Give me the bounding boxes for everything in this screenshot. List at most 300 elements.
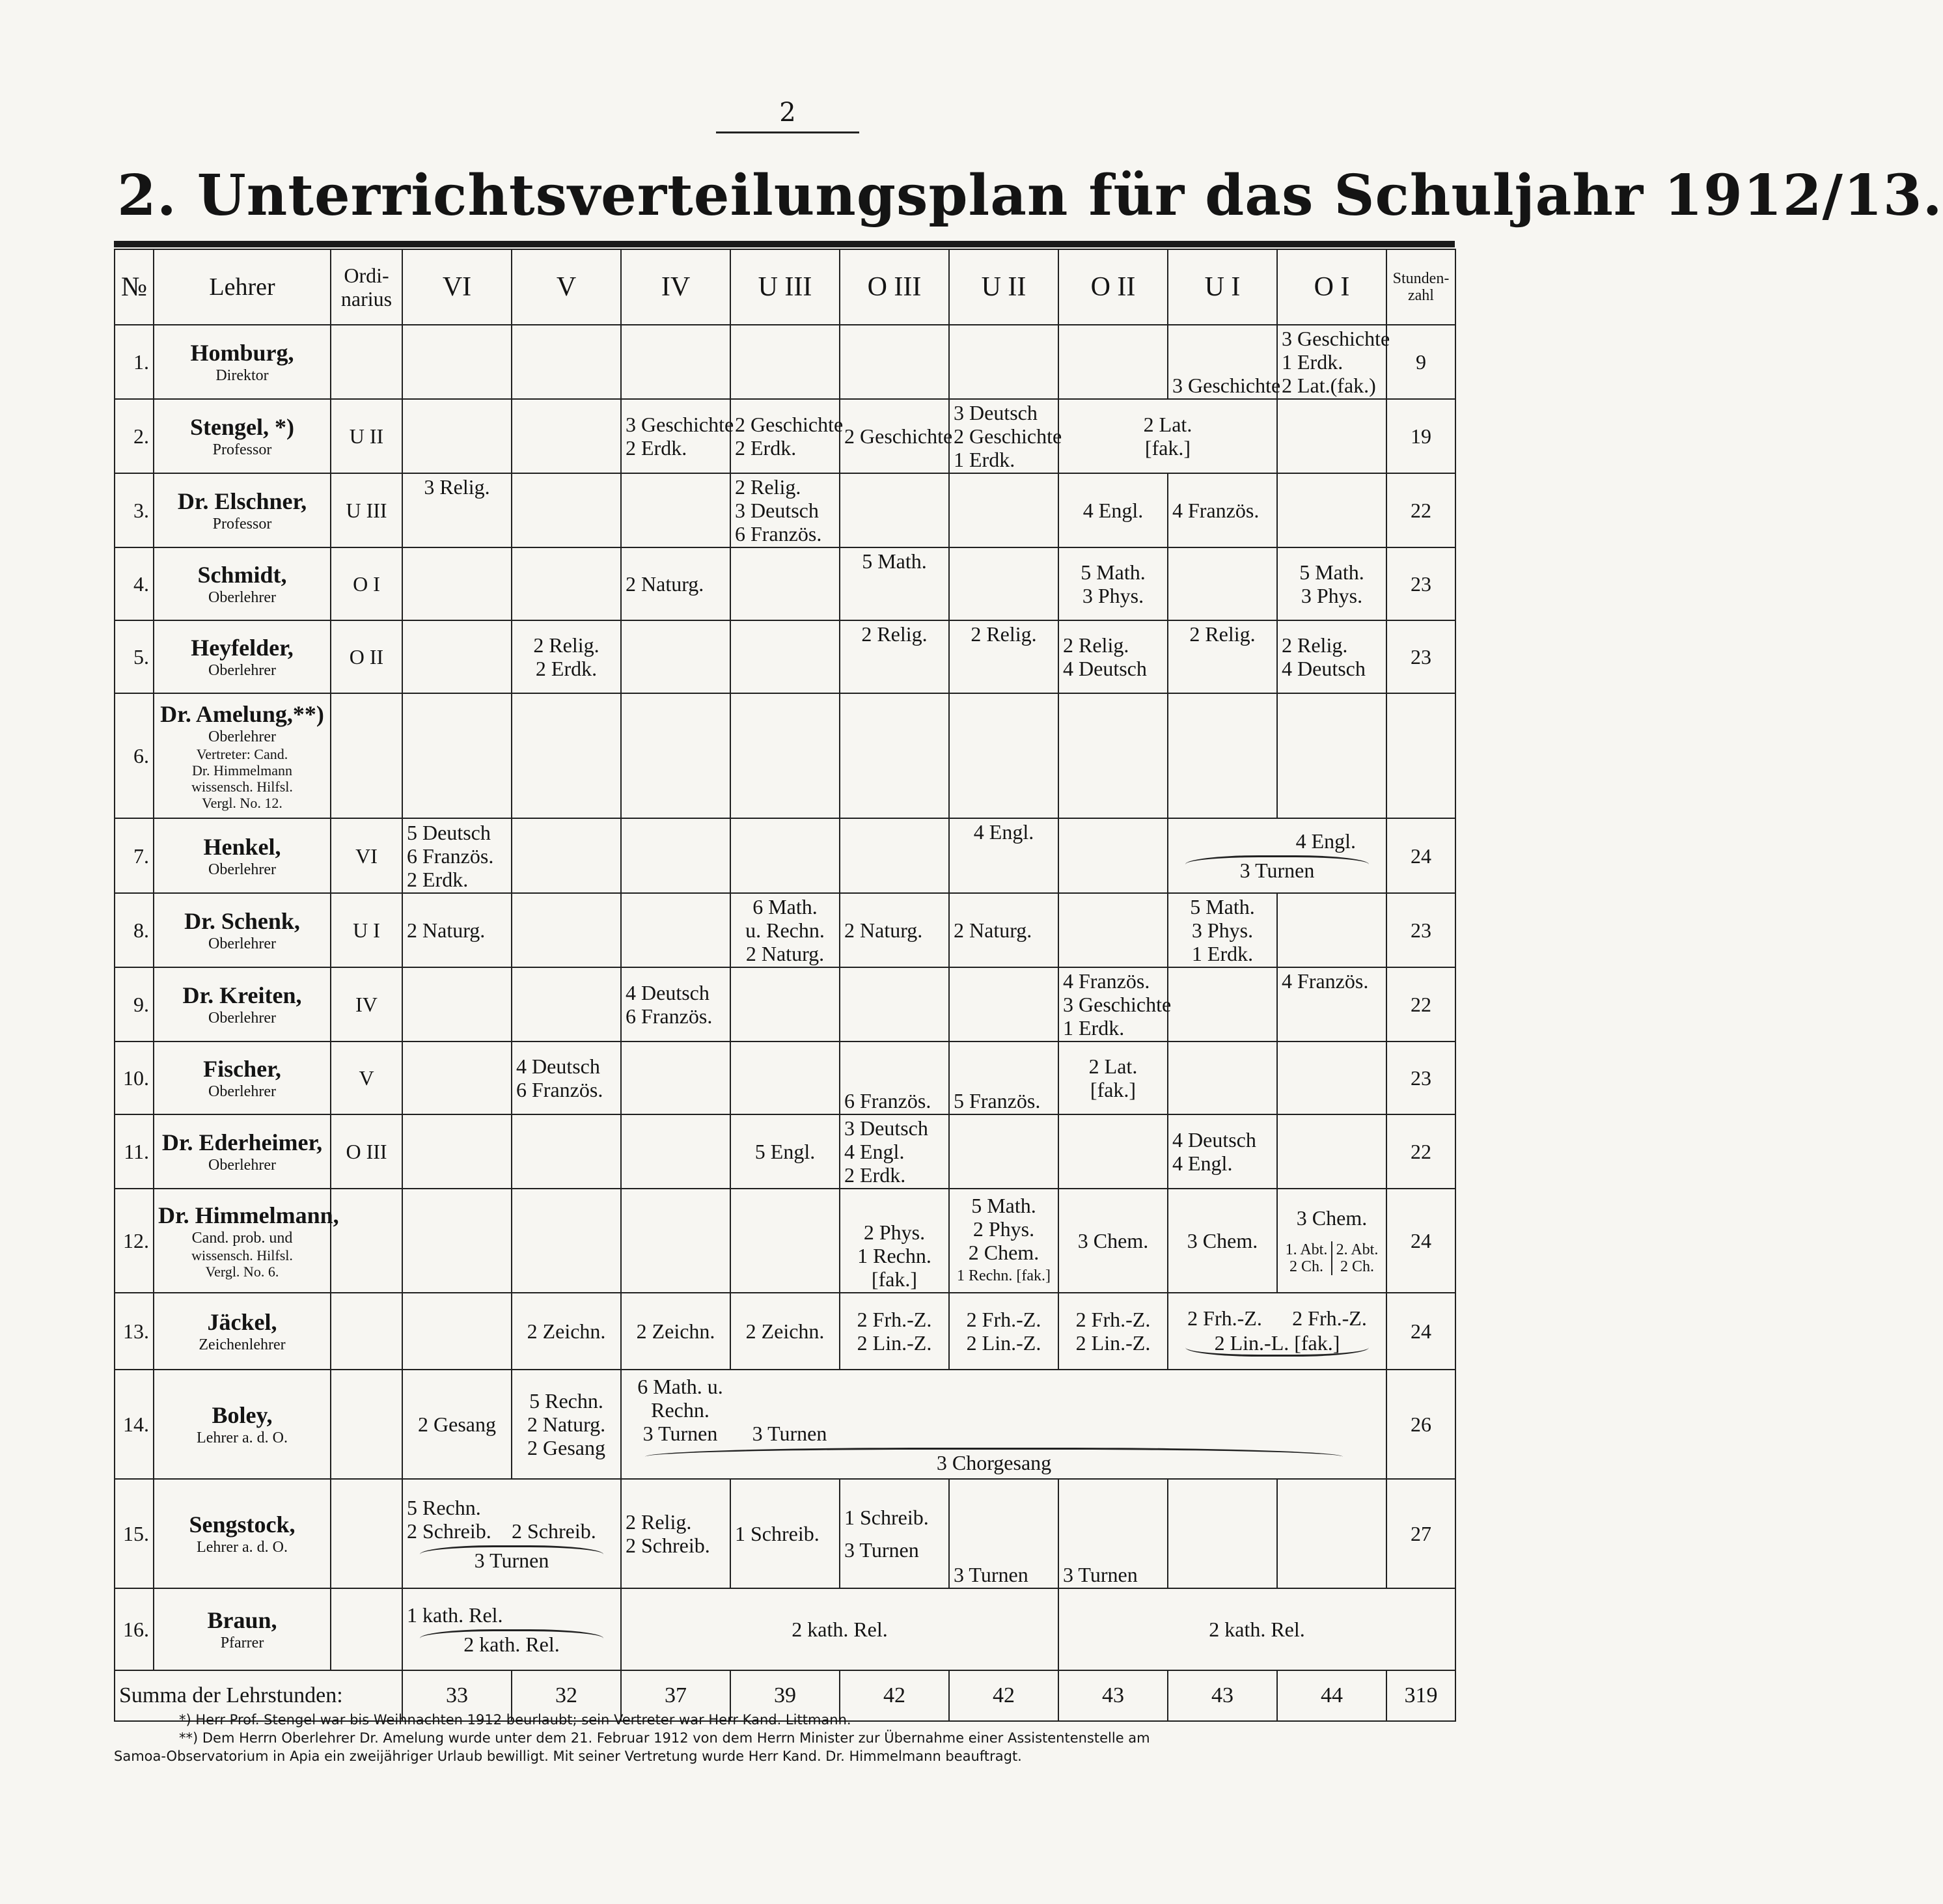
lesson: 6 Math. xyxy=(752,895,818,918)
row-total: 27 xyxy=(1386,1479,1455,1588)
cell-iv xyxy=(621,1189,730,1293)
lesson: 3 Chem. xyxy=(1077,1229,1149,1252)
ordinarius-cell: O I xyxy=(331,547,402,620)
cell-iv xyxy=(621,967,730,1042)
cell-uiii xyxy=(730,1042,840,1114)
cell-uii xyxy=(949,818,1058,893)
title-rule xyxy=(114,241,1455,247)
row-total: 22 xyxy=(1386,473,1455,547)
summe-label: Summa der Lehrstunden: xyxy=(115,1670,402,1721)
cell-uiii xyxy=(730,1114,840,1189)
row-number: 5. xyxy=(115,620,154,693)
lesson: 5 Math. xyxy=(1190,895,1255,918)
lesson: 4 Französ. xyxy=(1063,969,1150,993)
ordinarius-cell: U III xyxy=(331,473,402,547)
row-number: 10. xyxy=(115,1042,154,1114)
lesson: 2 Zeichn. xyxy=(527,1319,606,1343)
table-row xyxy=(115,399,1455,473)
lesson: 2 Relig. xyxy=(626,1510,692,1534)
cell-ui xyxy=(1168,967,1277,1042)
footnotes xyxy=(114,1711,1455,1765)
lesson: 2 Frh.-Z. xyxy=(966,1308,1041,1331)
cell-v xyxy=(512,325,621,399)
cell-uii xyxy=(949,325,1058,399)
cell-oiii xyxy=(840,473,949,547)
teacher-cell xyxy=(154,1370,331,1479)
lesson: 2 Erdk. xyxy=(407,867,469,891)
lesson: 5 Math. xyxy=(1081,560,1146,584)
summe-value-uii: 42 xyxy=(949,1670,1058,1721)
header-class-iv: IV xyxy=(621,249,730,325)
cell-oiii xyxy=(840,620,949,693)
cell-ui xyxy=(1168,325,1281,399)
teacher-role: Professor xyxy=(212,516,272,532)
row-total: 23 xyxy=(1386,547,1455,620)
lesson: 3 Phys. xyxy=(1301,584,1363,607)
row-number: 11. xyxy=(115,1114,154,1189)
cell-oii xyxy=(1058,473,1168,547)
lesson: 3 Geschichte xyxy=(1063,993,1172,1016)
shared-lesson-brace: 2 Lin.-L. [fak.] xyxy=(1185,1330,1369,1357)
table-row xyxy=(115,693,1455,818)
footnote-1: *) Herr Prof. Stengel war bis Weihnachten 1912 beurlaubt; sein Vertreter war Herr Kand. Littmann. xyxy=(179,1712,851,1728)
teacher-note: wissensch. Hilfsl. xyxy=(191,1247,293,1263)
lesson: 1 Erdk. xyxy=(1282,350,1344,374)
teacher-note: wissensch. Hilfsl. xyxy=(191,779,293,795)
cell-uii xyxy=(949,967,1058,1042)
lesson: 4 Deutsch xyxy=(1172,1128,1256,1152)
cell-oii xyxy=(1058,325,1168,399)
lesson: 3 Relig. xyxy=(424,475,490,499)
header-stundenzahl-1: Stunden- xyxy=(1392,270,1450,287)
lesson: 3 Geschichte xyxy=(1282,327,1390,350)
cell-oiii xyxy=(840,1042,949,1114)
cell-ui xyxy=(1168,1189,1277,1293)
teacher-name: Heyfelder, xyxy=(191,635,294,661)
teacher-note: Vertreter: Cand. xyxy=(196,746,288,762)
cell-v xyxy=(512,693,621,818)
table-row xyxy=(115,325,1455,399)
teacher-name: Dr. Schenk, xyxy=(184,908,300,934)
teacher-cell xyxy=(154,1293,331,1370)
lesson: 3 Chem. xyxy=(1296,1206,1368,1230)
teacher-cell xyxy=(154,818,331,893)
lesson: 2 Zeichn. xyxy=(745,1319,825,1343)
cell-v xyxy=(512,1042,621,1114)
header-class-oiii: O III xyxy=(840,249,949,325)
cell-iv xyxy=(621,893,730,967)
lesson: 2 Naturg. xyxy=(626,572,704,596)
teacher-cell xyxy=(154,399,331,473)
teacher-role: Lehrer a. d. O. xyxy=(197,1539,288,1556)
teacher-name: Braun, xyxy=(207,1607,277,1633)
table-row xyxy=(115,1293,1455,1370)
lesson: 3 Chem. xyxy=(1187,1229,1258,1252)
cell-iv xyxy=(621,1479,730,1588)
header-class-ui: U I xyxy=(1168,249,1277,325)
lesson: 1 Erdk. xyxy=(1063,1016,1125,1040)
teacher-name: Dr. Himmelmann, xyxy=(158,1202,339,1228)
lesson: 2 Chem. xyxy=(968,1241,1040,1264)
cell-vi xyxy=(402,1114,512,1189)
cell-uii-oi xyxy=(1058,1588,1455,1670)
cell-ui-oi xyxy=(1168,1293,1386,1370)
teacher-name: Fischer, xyxy=(203,1056,281,1082)
cell-uii xyxy=(949,1479,1058,1588)
lesson: 5 Math. xyxy=(971,1194,1036,1217)
lesson: 4 Deutsch xyxy=(1282,657,1366,680)
teacher-cell xyxy=(154,1042,331,1114)
teacher-cell xyxy=(154,967,331,1042)
row-number: 16. xyxy=(115,1588,154,1670)
row-number: 14. xyxy=(115,1370,154,1479)
summe-value-oi: 44 xyxy=(1277,1670,1386,1721)
row-total: 24 xyxy=(1386,1293,1455,1370)
split-abteilung-row xyxy=(1282,1241,1382,1258)
cell-vi xyxy=(402,620,512,693)
cell-oii xyxy=(1058,1293,1168,1370)
summe-total: 319 xyxy=(1386,1670,1455,1721)
cell-v xyxy=(512,967,621,1042)
cell-uiii xyxy=(730,1293,840,1370)
cell-vi xyxy=(402,967,512,1042)
summe-value-v: 32 xyxy=(512,1670,621,1721)
cell-vi xyxy=(402,693,512,818)
row-total: 26 xyxy=(1386,1370,1455,1479)
lesson: 6 Math. u. xyxy=(637,1374,723,1398)
lesson: 2 Geschichte xyxy=(735,413,844,436)
row-total: 23 xyxy=(1386,620,1455,693)
lesson: 2 Lat. xyxy=(1143,413,1192,436)
teacher-cell xyxy=(154,1588,331,1670)
lesson: 2 Gesang xyxy=(527,1436,605,1459)
teacher-cell xyxy=(154,473,331,547)
cell-iv xyxy=(621,399,734,473)
cell-uiii xyxy=(730,325,840,399)
lesson: 2 Naturg. xyxy=(954,918,1032,942)
cell-iv xyxy=(621,547,730,620)
row-number: 13. xyxy=(115,1293,154,1370)
header-class-oii: O II xyxy=(1058,249,1168,325)
ordinarius-cell xyxy=(331,693,402,818)
teacher-name: Dr. Ederheimer, xyxy=(161,1129,323,1155)
cell-vi xyxy=(402,1189,512,1293)
cell-oii xyxy=(1058,893,1168,967)
teacher-cell xyxy=(154,893,331,967)
teacher-name: Dr. Amelung,**) xyxy=(160,701,324,727)
summe-value-oiii: 42 xyxy=(840,1670,949,1721)
row-number: 6. xyxy=(115,693,154,818)
teacher-cell xyxy=(154,620,331,693)
lesson-group-uiii xyxy=(735,1422,844,1445)
teacher-role: Oberlehrer xyxy=(208,728,276,745)
lesson: 1 Erdk. xyxy=(1191,942,1254,965)
schedule-table xyxy=(114,249,1456,1722)
cell-v xyxy=(512,1293,621,1370)
schedule-table-wrapper xyxy=(114,249,1455,1722)
split-label: 2. Abt. xyxy=(1331,1241,1382,1258)
lesson: 4 Engl. xyxy=(1295,829,1356,853)
cell-uii xyxy=(949,620,1058,693)
cell-iv xyxy=(621,325,730,399)
lesson-group-vi xyxy=(407,1496,512,1543)
shared-lesson-brace: 3 Chorgesang xyxy=(645,1448,1343,1474)
cell-v xyxy=(512,1370,621,1479)
lesson: u. Rechn. xyxy=(745,918,825,942)
cell-v xyxy=(512,473,621,547)
lesson: 5 Engl. xyxy=(754,1140,816,1163)
teacher-role: Cand. prob. und xyxy=(191,1230,293,1247)
cell-ui xyxy=(1168,1042,1277,1114)
lesson: 1 Schreib. xyxy=(844,1506,929,1529)
cell-vi-v xyxy=(402,1588,621,1670)
cell-oi xyxy=(1277,893,1386,967)
cell-vi xyxy=(402,547,512,620)
cell-oiii xyxy=(840,1293,949,1370)
cell-iv xyxy=(621,1114,730,1189)
row-total: 23 xyxy=(1386,1042,1455,1114)
vi-v-lessons xyxy=(407,1496,616,1543)
ordinarius-cell: V xyxy=(331,1042,402,1114)
lesson: 2 Frh.-Z. xyxy=(1187,1306,1262,1330)
lesson: 1 Erdk. xyxy=(954,448,1015,471)
shared-lesson-brace: 3 Turnen xyxy=(420,1545,603,1572)
lesson: 2 Erdk. xyxy=(535,657,598,680)
teacher-name: Sengstock, xyxy=(189,1511,296,1538)
cell-uiii xyxy=(730,399,844,473)
teacher-role: Oberlehrer xyxy=(208,662,276,679)
shared-lesson-brace: 3 Turnen xyxy=(1185,855,1369,882)
cell-ui xyxy=(1168,1114,1277,1189)
teacher-cell xyxy=(154,1189,339,1293)
cell-oiii xyxy=(840,967,949,1042)
lesson: 2 Zeichn. xyxy=(636,1319,715,1343)
summe-value-vi: 33 xyxy=(402,1670,512,1721)
cell-v xyxy=(512,620,621,693)
row-number: 4. xyxy=(115,547,154,620)
cell-vi xyxy=(402,893,512,967)
row-number: 15. xyxy=(115,1479,154,1588)
teacher-role: Oberlehrer xyxy=(208,935,276,952)
lesson: 2 Phys. xyxy=(863,1221,926,1244)
teacher-role: Pfarrer xyxy=(220,1635,264,1651)
table-row xyxy=(115,547,1455,620)
cell-oi xyxy=(1277,399,1386,473)
cell-uii xyxy=(949,693,1058,818)
summe-value-uiii: 39 xyxy=(730,1670,840,1721)
lesson: 3 Turnen xyxy=(752,1421,827,1445)
cell-oiii xyxy=(840,1479,949,1588)
row-number: 3. xyxy=(115,473,154,547)
cell-oii xyxy=(1058,1114,1168,1189)
header-ordinarius-2: narius xyxy=(340,287,393,310)
table-row xyxy=(115,1189,1455,1293)
lesson: 2 Geschichte xyxy=(844,424,953,448)
lesson: 3 Deutsch xyxy=(954,401,1038,424)
teacher-role: Oberlehrer xyxy=(208,1157,276,1174)
lesson: 3 Phys. xyxy=(1191,918,1254,942)
cell-oii xyxy=(1058,1042,1168,1114)
header-stundenzahl xyxy=(1386,249,1455,325)
lesson: 6 Französ. xyxy=(735,522,822,545)
cell-vi xyxy=(402,818,512,893)
cell-oi xyxy=(1277,1479,1386,1588)
header-ordinarius xyxy=(331,249,402,325)
cell-v xyxy=(512,399,621,473)
split-value: 2 Ch. xyxy=(1331,1258,1382,1275)
lesson: 4 Deutsch xyxy=(1063,657,1147,680)
table-row xyxy=(115,1370,1455,1479)
teacher-note: Vergl. No. 6. xyxy=(205,1263,279,1280)
header-class-uii: U II xyxy=(949,249,1058,325)
lesson: 3 Phys. xyxy=(1082,584,1144,607)
lesson: 2 Frh.-Z. xyxy=(1075,1308,1151,1331)
page-title: 2. Unterrichtsverteilungsplan für das Schuljahr 1912/13. xyxy=(117,163,1943,228)
teacher-cell xyxy=(154,1114,331,1189)
lesson-group-v xyxy=(512,1519,616,1543)
cell-oii xyxy=(1058,547,1168,620)
cell-ui xyxy=(1168,693,1277,818)
cell-oi xyxy=(1277,620,1386,693)
cell-ui-oi xyxy=(1168,818,1386,893)
lesson: 4 Deutsch xyxy=(626,981,710,1004)
lesson: 3 Deutsch xyxy=(844,1116,928,1140)
cell-vi xyxy=(402,399,512,473)
lesson: 2 Relig. xyxy=(1063,633,1129,657)
teacher-role: Zeichenlehrer xyxy=(199,1336,286,1353)
header-class-vi: VI xyxy=(402,249,512,325)
cell-oiii xyxy=(840,818,949,893)
cell-iv-oiii xyxy=(621,1588,1058,1670)
lesson: 2 Erdk. xyxy=(844,1163,906,1187)
cell-oi xyxy=(1277,693,1386,818)
summe-value-oii: 43 xyxy=(1058,1670,1168,1721)
table-row xyxy=(115,1588,1455,1670)
lesson: 5 Math. xyxy=(862,549,927,573)
lesson: 4 Engl. xyxy=(1082,499,1144,522)
teacher-name: Jäckel, xyxy=(207,1309,277,1335)
ordinarius-cell: IV xyxy=(331,967,402,1042)
lesson: 2 Lat. xyxy=(1088,1055,1138,1078)
cell-oi xyxy=(1277,1042,1386,1114)
lesson: 6 Französ. xyxy=(626,1004,713,1028)
lesson: 5 Deutsch xyxy=(407,820,491,844)
lesson: 6 Französ. xyxy=(516,1078,603,1101)
table-row xyxy=(115,620,1455,693)
lesson: 5 Rechn. xyxy=(407,1495,481,1519)
ordinarius-cell xyxy=(331,325,402,399)
lesson: 2 Frh.-Z. xyxy=(857,1308,932,1331)
lesson: 6 Französ. xyxy=(844,1089,931,1112)
cell-uii xyxy=(949,1042,1058,1114)
teacher-role: Oberlehrer xyxy=(208,1083,276,1100)
header-lehrer: Lehrer xyxy=(154,249,331,325)
cell-v xyxy=(512,1189,621,1293)
lesson: 4 Französ. xyxy=(1282,969,1369,993)
lesson: 2 Relig. xyxy=(735,475,801,499)
header-class-uiii: U III xyxy=(730,249,840,325)
teacher-name: Henkel, xyxy=(203,833,281,860)
row-number: 1. xyxy=(115,325,154,399)
cell-uii xyxy=(949,1114,1058,1189)
cell-oii xyxy=(1058,967,1172,1042)
lesson: [fak.] xyxy=(1090,1078,1137,1101)
lesson: 2 Naturg. xyxy=(844,918,923,942)
cell-v xyxy=(512,893,621,967)
ordinarius-cell xyxy=(331,1370,402,1479)
lesson: 2 Erdk. xyxy=(735,436,797,460)
cell-uii xyxy=(949,473,1058,547)
ordinarius-cell: U II xyxy=(331,399,402,473)
lesson: 4 Engl. xyxy=(973,820,1034,844)
lesson: 2 Lin.-Z. xyxy=(966,1331,1041,1355)
teacher-role: Oberlehrer xyxy=(208,589,276,606)
table-row xyxy=(115,1042,1455,1114)
lesson: 3 Geschichte xyxy=(626,413,734,436)
header-class-v: V xyxy=(512,249,621,325)
cell-ui xyxy=(1168,473,1277,547)
page-number-rule xyxy=(716,131,859,133)
table-row xyxy=(115,967,1455,1042)
lesson: 5 Französ. xyxy=(954,1089,1041,1112)
lesson: 2 Relig. xyxy=(861,622,928,646)
lesson-group-iv xyxy=(626,1375,735,1445)
row-total: 22 xyxy=(1386,1114,1455,1189)
summe-value-iv: 37 xyxy=(621,1670,730,1721)
ordinarius-cell: O II xyxy=(331,620,402,693)
lesson: 2 Naturg. xyxy=(407,918,486,942)
cell-vi xyxy=(402,1293,512,1370)
lesson: 2 Frh.-Z. xyxy=(1292,1306,1367,1330)
lesson: 3 Turnen xyxy=(642,1421,718,1445)
lesson: 6 Französ. xyxy=(407,844,494,868)
cell-iv xyxy=(621,818,730,893)
cell-vi xyxy=(402,1370,512,1479)
lesson: 2 kath. Rel. xyxy=(792,1618,888,1641)
footnote-2: **) Dem Herrn Oberlehrer Dr. Amelung wurde unter dem 21. Februar 1912 von dem Herrn Minister zur Übernahme einer Assistentenstelle am xyxy=(179,1730,1150,1746)
teacher-name: Homburg, xyxy=(190,340,294,366)
cell-iv xyxy=(621,1293,730,1370)
lesson: 4 Engl. xyxy=(844,1140,905,1163)
row-total: 19 xyxy=(1386,399,1455,473)
teacher-cell xyxy=(154,547,331,620)
lesson: 3 Deutsch xyxy=(735,499,819,522)
cell-uiii xyxy=(730,473,840,547)
lesson: 4 Französ. xyxy=(1172,499,1260,522)
cell-uiii xyxy=(730,547,840,620)
row-number: 7. xyxy=(115,818,154,893)
teacher-role: Oberlehrer xyxy=(208,861,276,878)
row-total xyxy=(1386,693,1455,818)
teacher-cell xyxy=(154,325,331,399)
cell-vi xyxy=(402,1042,512,1114)
teacher-role: Professor xyxy=(212,441,272,458)
cell-oi xyxy=(1277,1114,1386,1189)
row-total: 24 xyxy=(1386,818,1455,893)
cell-ui xyxy=(1168,620,1277,693)
header-ordinarius-1: Ordi- xyxy=(344,264,389,287)
cell-uiii xyxy=(730,967,840,1042)
lesson: 2 Schreib. xyxy=(407,1519,491,1543)
table-row xyxy=(115,473,1455,547)
footnote-2-cont: Samoa-Observatorium in Apia ein zweijähriger Urlaub bewilligt. Mit seiner Vertretung wurde Herr Kand. Dr. Himmelmann beauftragt. xyxy=(114,1748,1022,1764)
lesson: [fak.] xyxy=(1144,436,1191,460)
cell-vi-v xyxy=(402,1479,621,1588)
cell-uii xyxy=(949,893,1058,967)
page-number: 2 xyxy=(779,98,796,128)
cell-oi xyxy=(1277,547,1386,620)
cell-v xyxy=(512,1114,621,1189)
